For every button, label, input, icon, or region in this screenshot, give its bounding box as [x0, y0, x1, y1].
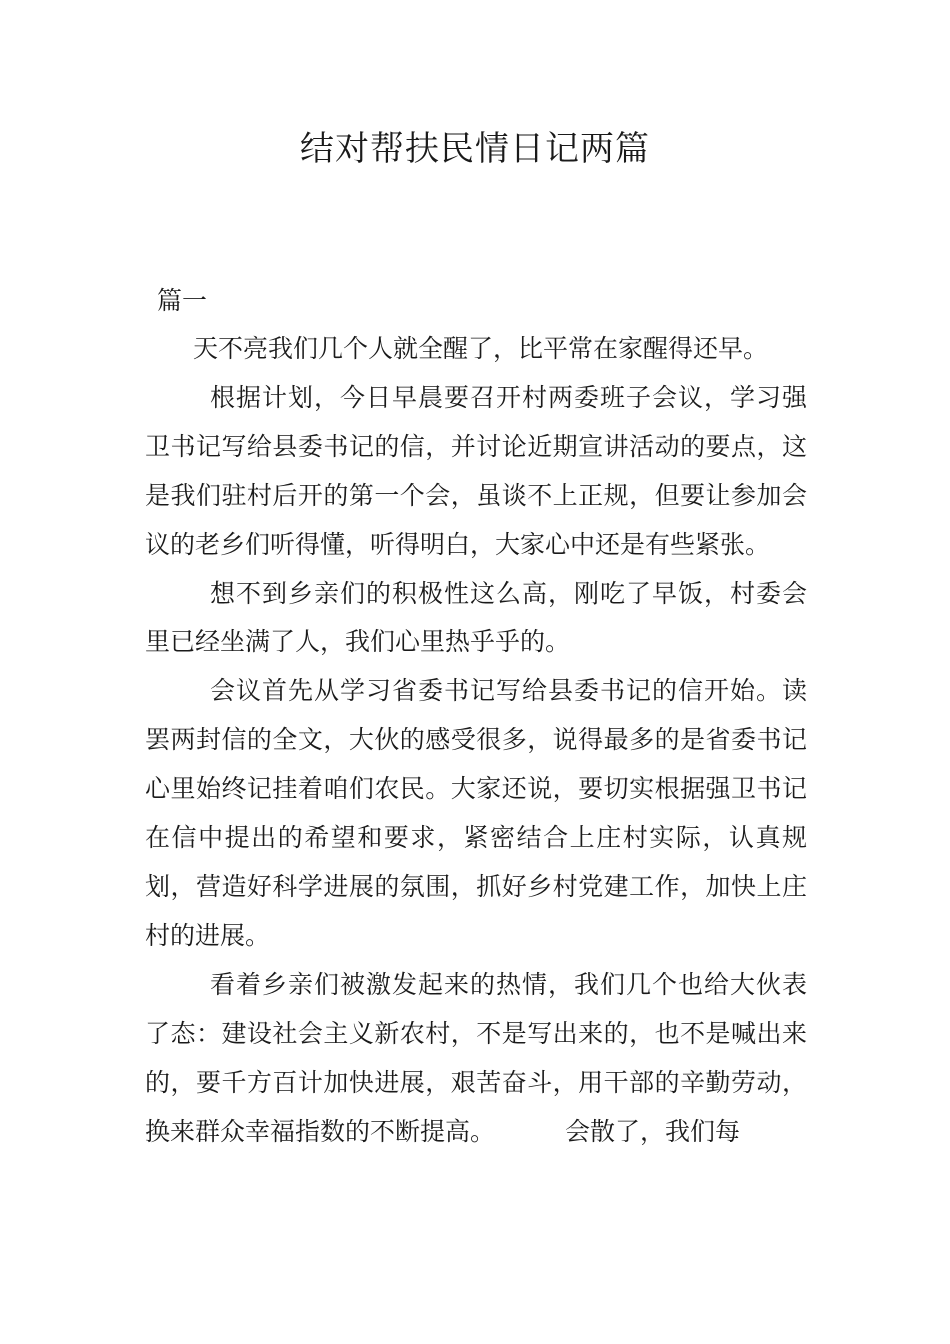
paragraph-6-start: 会散了，我们每	[565, 1116, 741, 1146]
document-title: 结对帮扶民情日记两篇	[300, 129, 650, 169]
paragraph-5-text: 看着乡亲们被激发起来的热情，我们几个也给大伙表了态：建设社会主义新农村，不是写出来的，也不是喊出来的，要千方百计加快进展，艰苦奋斗，用干部的辛勤劳动，换来群众幸福指数的不断提高。	[145, 969, 807, 1146]
paragraph-1: 天不亮我们几个人就全醒了，比平常在家醒得还早。	[193, 334, 769, 363]
section-heading: 篇一	[157, 286, 208, 315]
paragraph-3: 想不到乡亲们的积极性这么高，刚吃了早饭，村委会里已经坐满了人，我们心里热乎乎的。	[145, 578, 807, 657]
paragraph-2: 根据计划，今日早晨要召开村两委班子会议，学习强卫书记写给县委书记的信，并讨论近期宣讲活动的要点，这是我们驻村后开的第一个会，虽谈不上正规，但要让参加会议的老乡们听得懂，听得明白，大家心中还是有些紧张。	[145, 382, 807, 559]
document-body	[145, 325, 807, 1156]
paragraph-4: 会议首先从学习省委书记写给县委书记的信开始。读罢两封信的全文，大伙的感受很多，说得最多的是省委书记心里始终记挂着咱们农民。大家还说，要切实根据强卫书记在信中提出的希望和要求，紧密结合上庄村实际，认真规划，营造好科学进展的氛围，抓好乡村党建工作，加快上庄村的进展。	[145, 676, 807, 950]
paragraph-5	[145, 961, 807, 1157]
